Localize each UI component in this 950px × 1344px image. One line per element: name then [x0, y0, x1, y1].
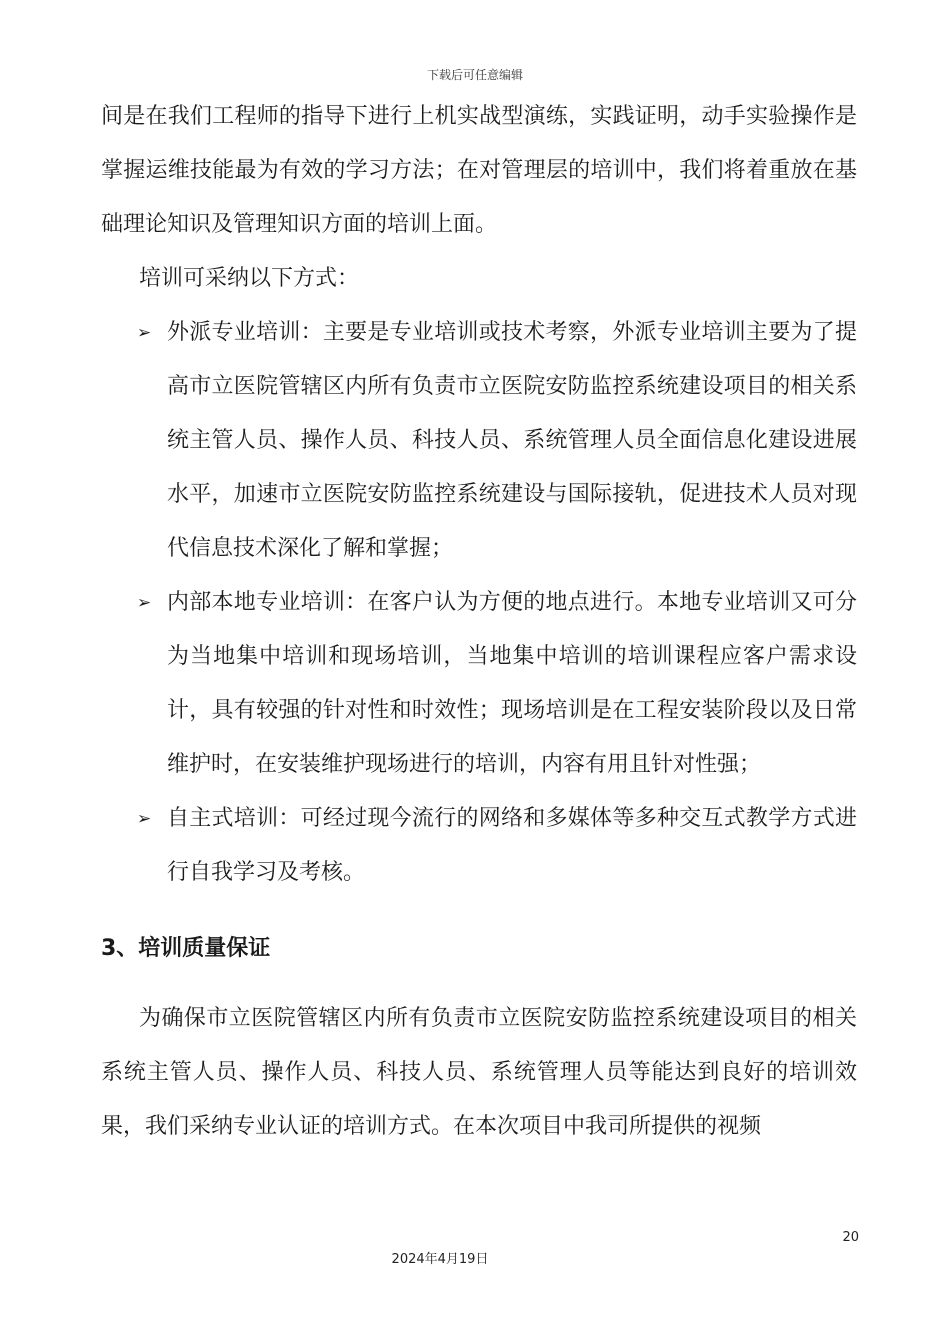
page-number: 20 — [842, 1230, 859, 1245]
intro-paragraph: 间是在我们工程师的指导下进行上机实战型演练，实践证明，动手实验操作是掌握运维技能最为有效的学习方法；在对管理层的培训中，我们将着重放在基础理论知识及管理知识方面的培训上面。 — [101, 104, 857, 237]
quality-paragraph: 为确保市立医院管辖区内所有负责市立医院安防监控系统建设项目的相关系统主管人员、操作人员、科技人员、系统管理人员等能达到良好的培训效果，我们采纳专业认证的培训方式。在本次项目中我司所提供的视频 — [101, 1006, 857, 1139]
footer-date: 2024年4月19日 — [391, 1252, 489, 1267]
page-content — [101, 90, 857, 1154]
list-item — [101, 576, 857, 792]
section-heading: 3、培训质量保证 — [101, 936, 271, 961]
training-methods-list — [101, 306, 857, 900]
list-item-text: 自主式培训：可经过现今流行的网络和多媒体等多种交互式教学方式进行自我学习及考核。 — [167, 806, 857, 885]
methods-lead-text: 培训可采纳以下方式： — [139, 266, 360, 291]
page-header: 下载后可任意编辑 — [426, 68, 523, 82]
list-item — [101, 792, 857, 900]
list-item — [101, 306, 857, 576]
list-item-text: 内部本地专业培训：在客户认为方便的地点进行。本地专业培训又可分为当地集中培训和现场培训，当地集中培训的培训课程应客户需求设计，具有较强的针对性和时效性；现场培训是在工程安装阶段以及日常维护时，在安装维护现场进行的培训，内容有用且针对性强； — [167, 590, 857, 777]
list-item-text: 外派专业培训：主要是专业培训或技术考察，外派专业培训主要为了提高市立医院管辖区内所有负责市立医院安防监控系统建设项目的相关系统主管人员、操作人员、科技人员、系统管理人员全面信息化建设进展水平，加速市立医院安防监控系统建设与国际接轨，促进技术人员对现代信息技术深化了解和掌握； — [167, 320, 857, 561]
arrow-bullet-icon: ➢ — [137, 323, 152, 343]
arrow-bullet-icon: ➢ — [137, 809, 152, 829]
arrow-bullet-icon: ➢ — [137, 593, 152, 613]
